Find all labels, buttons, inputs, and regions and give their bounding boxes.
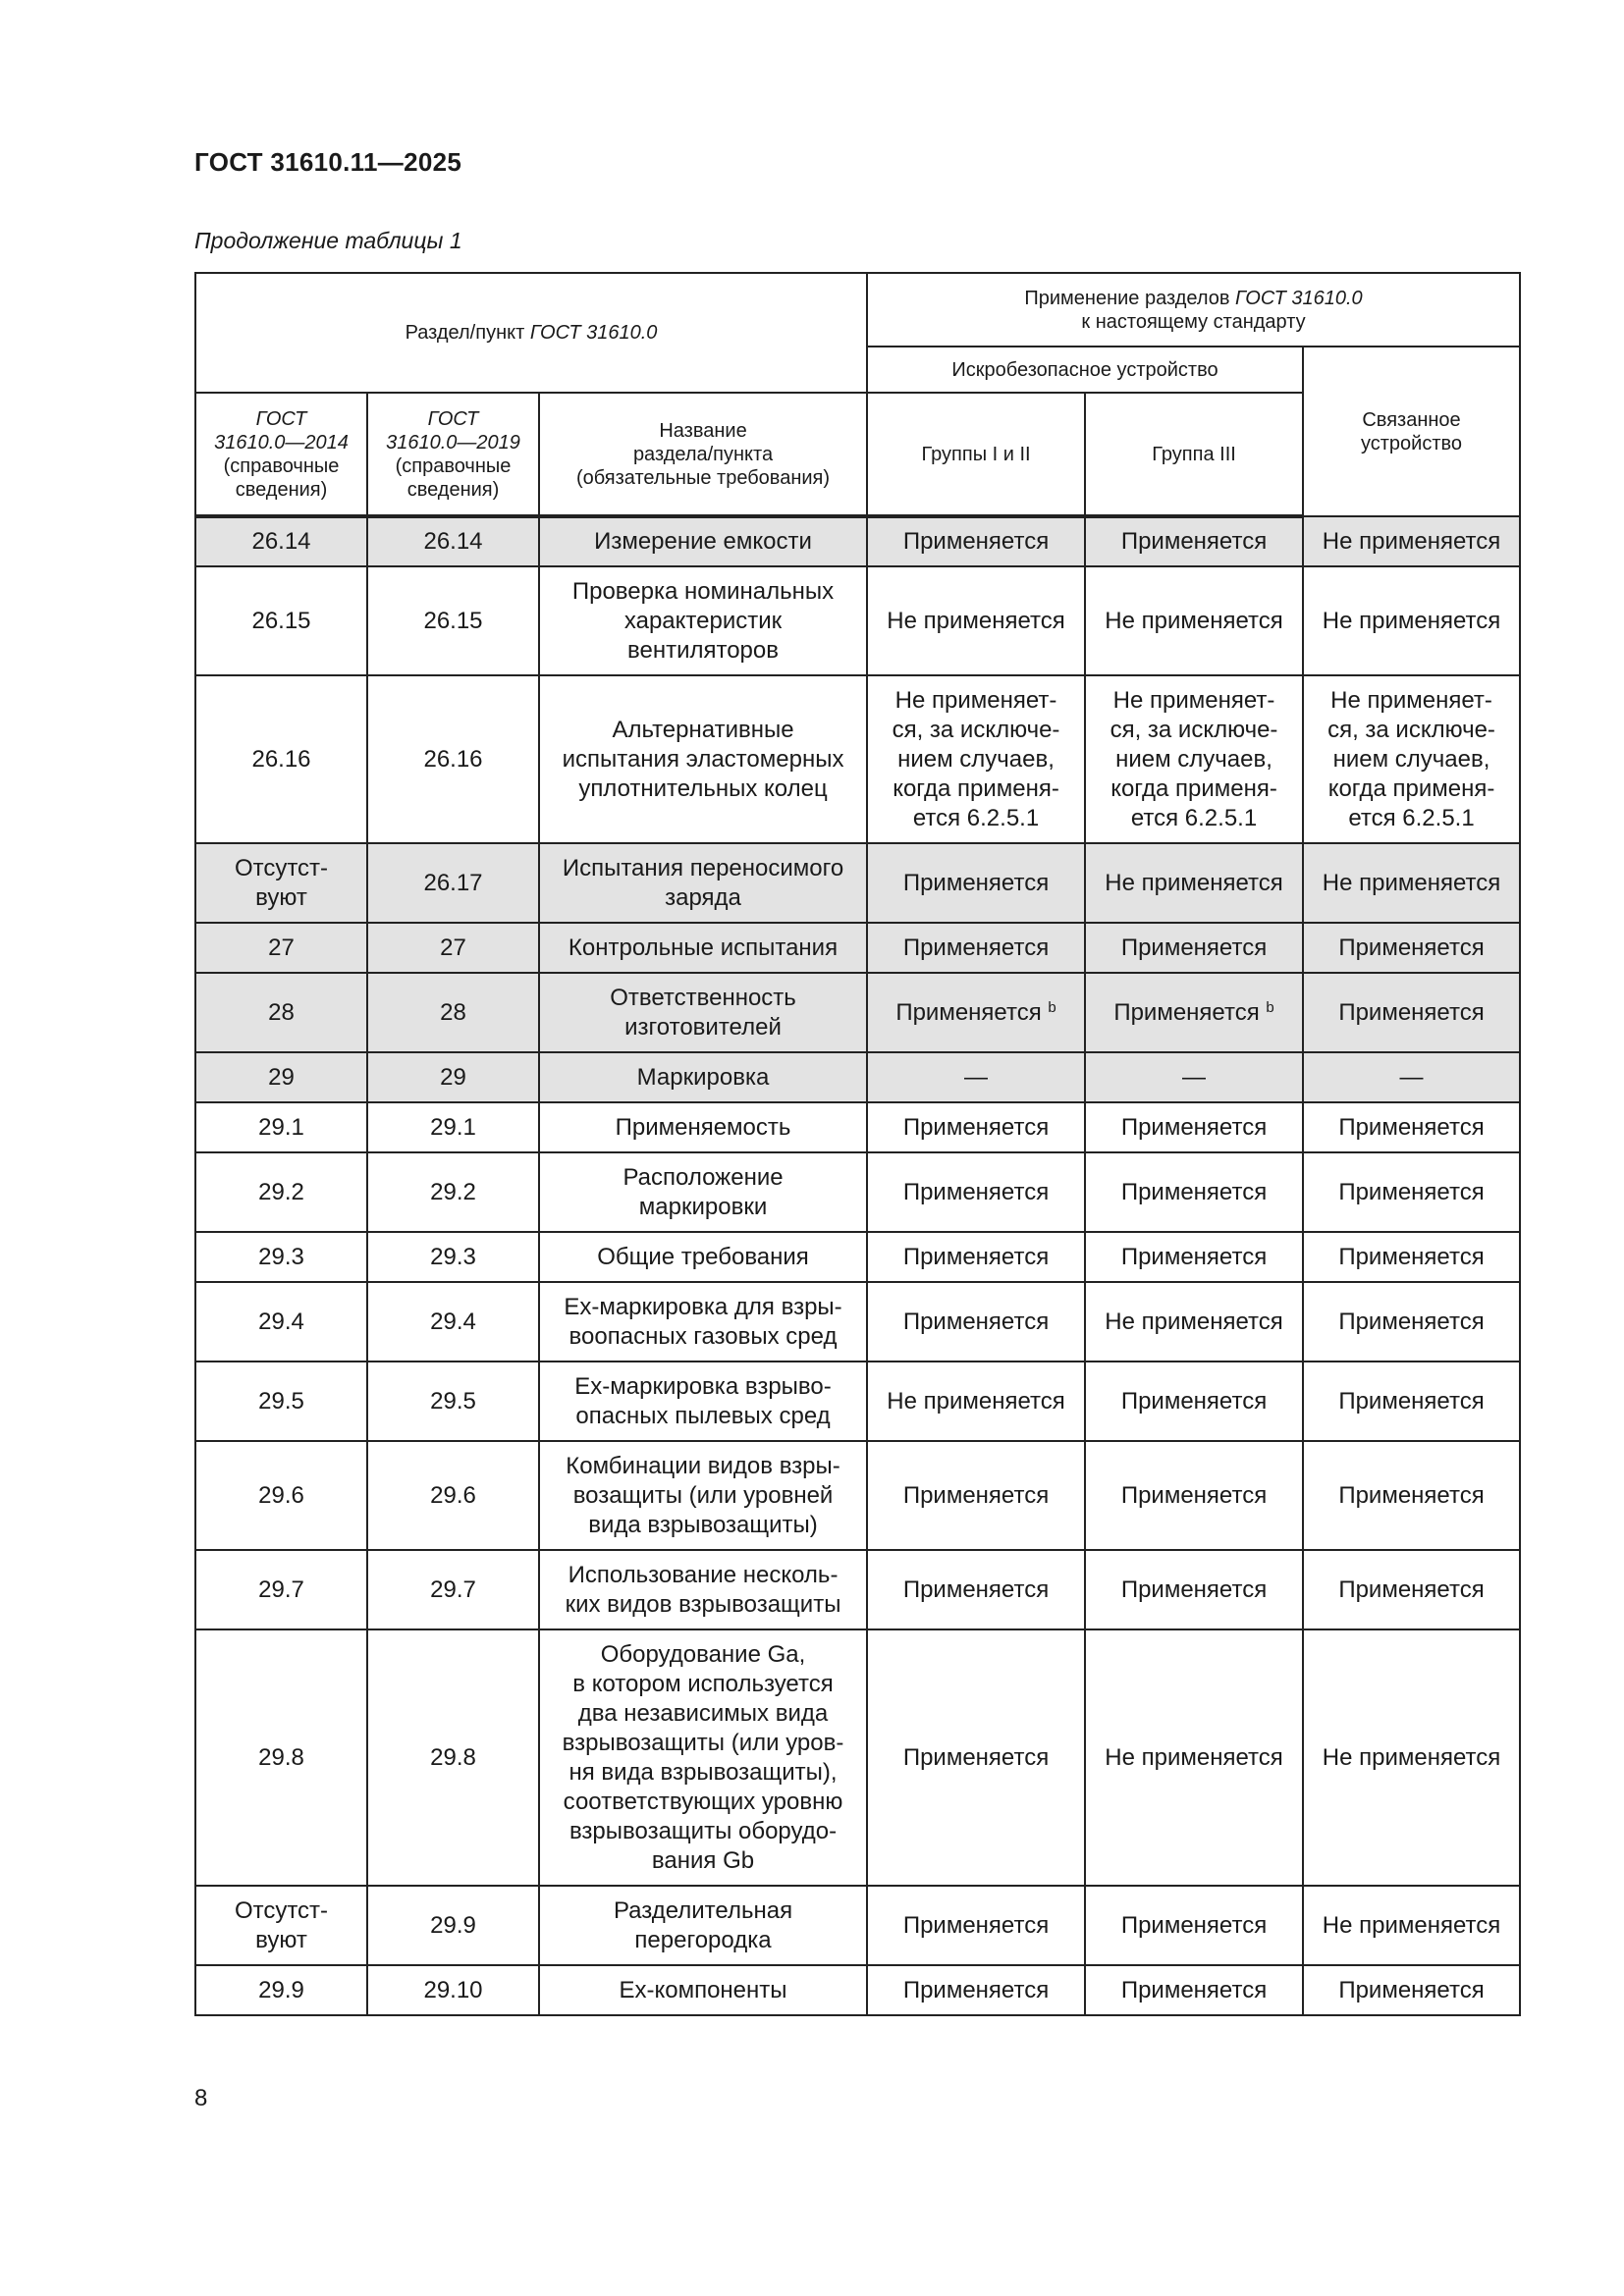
gost-2014-cell: 29.2: [195, 1152, 367, 1232]
groups-1-2-cell: Не применяется: [867, 1362, 1085, 1441]
groups-1-2-cell: Применяется: [867, 843, 1085, 923]
group-3-cell: Не применяется: [1085, 566, 1303, 675]
groups-1-2-cell: Не применяется: [867, 566, 1085, 675]
section-name-cell: Ex-компоненты: [539, 1965, 867, 2015]
group-3-cell: Применяется: [1085, 1362, 1303, 1441]
table-row: [195, 1282, 1520, 1362]
group-3-cell: Применяется: [1085, 1102, 1303, 1152]
group-3-cell: Не применяется: [1085, 1282, 1303, 1362]
gost-2019-cell: 29.6: [367, 1441, 539, 1550]
associated-device-cell: Не применяется: [1303, 1629, 1520, 1886]
gost-2014-cell: 26.16: [195, 675, 367, 843]
table-row: [195, 516, 1520, 566]
group-3-cell: Не применяется: [1085, 843, 1303, 923]
associated-device-cell: Применяется: [1303, 1441, 1520, 1550]
associated-device-header: Связанное устройство: [1303, 347, 1520, 516]
table-row: [195, 1152, 1520, 1232]
gost-2014-cell: 29.4: [195, 1282, 367, 1362]
groups-1-2-cell: Применяется: [867, 1152, 1085, 1232]
page-number: 8: [194, 2085, 208, 2111]
gost-2014-cell: 29.9: [195, 1965, 367, 2015]
application-header: Применение разделов ГОСТ 31610.0 к настоящему стандарту: [867, 273, 1520, 347]
gost-2014-cell: 26.14: [195, 516, 367, 566]
groups-1-2-cell: Применяется: [867, 1102, 1085, 1152]
table-row: [195, 1441, 1520, 1550]
gost-2019-cell: 29.3: [367, 1232, 539, 1282]
group-3-cell: Применяется: [1085, 1441, 1303, 1550]
section-name-cell: Проверка номинальных характеристик вентиляторов: [539, 566, 867, 675]
gost-2014-cell: 29.7: [195, 1550, 367, 1629]
associated-device-cell: Применяется: [1303, 1362, 1520, 1441]
groups-1-2-cell: Применяется: [867, 1282, 1085, 1362]
table-row: [195, 675, 1520, 843]
table-row: [195, 1362, 1520, 1441]
document-header-title: ГОСТ 31610.11—2025: [194, 147, 462, 177]
associated-device-cell: Применяется: [1303, 973, 1520, 1052]
gost-2014-cell: 29.3: [195, 1232, 367, 1282]
groups-1-2-cell: Применяется: [867, 1886, 1085, 1965]
group-3-cell: Не применяется: [1085, 1629, 1303, 1886]
gost-2019-cell: 29.10: [367, 1965, 539, 2015]
group-3-cell: Применяется: [1085, 1886, 1303, 1965]
group-3-cell: Применяется: [1085, 1232, 1303, 1282]
gost-2019-cell: 28: [367, 973, 539, 1052]
section-name-cell: Ex-маркировка взрыво- опасных пылевых сред: [539, 1362, 867, 1441]
associated-device-cell: Применяется: [1303, 1550, 1520, 1629]
gost-2014-cell: 29.1: [195, 1102, 367, 1152]
associated-device-cell: Применяется: [1303, 1232, 1520, 1282]
group-3-cell: —: [1085, 1052, 1303, 1102]
groups-1-2-cell: Применяется: [867, 1965, 1085, 2015]
gost-2014-header: ГОСТ 31610.0—2014 (справочные сведения): [195, 393, 367, 516]
group-3-cell: Не применяет- ся, за исключе- нием случаев, когда применя- ется 6.2.5.1: [1085, 675, 1303, 843]
groups-1-2-cell: Применяется: [867, 1550, 1085, 1629]
groups-1-2-cell: Применяется: [867, 1441, 1085, 1550]
group-3-cell: Применяется: [1085, 1550, 1303, 1629]
associated-device-cell: Применяется: [1303, 923, 1520, 973]
section-name-cell: Альтернативные испытания эластомерных уплотнительных колец: [539, 675, 867, 843]
group-3-cell: Применяется: [1085, 1965, 1303, 2015]
gost-2014-cell: Отсутст- вуют: [195, 843, 367, 923]
gost-2014-cell: 26.15: [195, 566, 367, 675]
section-header: Раздел/пункт ГОСТ 31610.0: [195, 273, 867, 393]
table-row: [195, 1052, 1520, 1102]
gost-2014-cell: 29: [195, 1052, 367, 1102]
gost-2019-cell: 26.16: [367, 675, 539, 843]
associated-device-cell: Применяется: [1303, 1965, 1520, 2015]
groups-1-2-cell: Применяется: [867, 1629, 1085, 1886]
section-name-cell: Применяемость: [539, 1102, 867, 1152]
groups-1-2-header: Группы I и II: [867, 393, 1085, 516]
gost-2019-cell: 29.1: [367, 1102, 539, 1152]
group-3-cell: Применяется $^b$: [1085, 973, 1303, 1052]
table-row: [195, 1965, 1520, 2015]
gost-2019-cell: 29.4: [367, 1282, 539, 1362]
gost-2014-cell: 27: [195, 923, 367, 973]
section-name-cell: Измерение емкости: [539, 516, 867, 566]
section-name-cell: Ex-маркировка для взры- воопасных газовых сред: [539, 1282, 867, 1362]
group-3-cell: Применяется: [1085, 1152, 1303, 1232]
gost-2019-cell: 26.15: [367, 566, 539, 675]
table-row: [195, 1102, 1520, 1152]
associated-device-cell: Не применяется: [1303, 1886, 1520, 1965]
footnote-marker: b: [1048, 998, 1056, 1016]
table-row: [195, 1550, 1520, 1629]
associated-device-cell: Не применяется: [1303, 516, 1520, 566]
groups-1-2-cell: Применяется: [867, 1232, 1085, 1282]
section-name-cell: Ответственность изготовителей: [539, 973, 867, 1052]
section-name-cell: Использование несколь- ких видов взрывозащиты: [539, 1550, 867, 1629]
footnote-marker: b: [1266, 998, 1274, 1016]
groups-1-2-cell: —: [867, 1052, 1085, 1102]
associated-device-cell: Применяется: [1303, 1152, 1520, 1232]
table-row: [195, 1232, 1520, 1282]
groups-1-2-cell: Не применяет- ся, за исключе- нием случаев, когда применя- ется 6.2.5.1: [867, 675, 1085, 843]
gost-2019-cell: 26.14: [367, 516, 539, 566]
associated-device-cell: —: [1303, 1052, 1520, 1102]
groups-1-2-cell: Применяется: [867, 516, 1085, 566]
gost-2019-cell: 29.5: [367, 1362, 539, 1441]
section-name-cell: Оборудование Ga, в котором используется два независимых вида взрывозащиты (или уров- ня вида взрывозащиты), соответствующих уровню взрывозащиты оборудо- вания Gb: [539, 1629, 867, 1886]
table-row: [195, 843, 1520, 923]
section-name-cell: Общие требования: [539, 1232, 867, 1282]
group-3-header: Группа III: [1085, 393, 1303, 516]
gost-2014-cell: Отсутст- вуют: [195, 1886, 367, 1965]
gost-2014-cell: 29.8: [195, 1629, 367, 1886]
gost-2014-cell: 29.6: [195, 1441, 367, 1550]
gost-2019-cell: 29.7: [367, 1550, 539, 1629]
intrinsic-device-header: Искробезопасное устройство: [867, 347, 1303, 393]
table-continuation-caption: Продолжение таблицы 1: [194, 228, 462, 253]
table-row: [195, 1629, 1520, 1886]
applicability-table: [194, 272, 1521, 2016]
gost-2014-cell: 28: [195, 973, 367, 1052]
gost-2019-cell: 29.2: [367, 1152, 539, 1232]
gost-2019-cell: 29.9: [367, 1886, 539, 1965]
gost-2019-cell: 27: [367, 923, 539, 973]
associated-device-cell: Применяется: [1303, 1102, 1520, 1152]
section-name-cell: Расположение маркировки: [539, 1152, 867, 1232]
associated-device-cell: Не применяет- ся, за исключе- нием случаев, когда применя- ется 6.2.5.1: [1303, 675, 1520, 843]
section-name-cell: Испытания переносимого заряда: [539, 843, 867, 923]
section-name-cell: Контрольные испытания: [539, 923, 867, 973]
section-name-cell: Маркировка: [539, 1052, 867, 1102]
gost-2014-cell: 29.5: [195, 1362, 367, 1441]
section-name-cell: Разделительная перегородка: [539, 1886, 867, 1965]
gost-2019-cell: 29.8: [367, 1629, 539, 1886]
gost-2019-header: ГОСТ 31610.0—2019 (справочные сведения): [367, 393, 539, 516]
groups-1-2-cell: Применяется: [867, 923, 1085, 973]
section-name-cell: Комбинации видов взры- возащиты (или уровней вида взрывозащиты): [539, 1441, 867, 1550]
table-row: [195, 923, 1520, 973]
table-row: [195, 566, 1520, 675]
group-3-cell: Применяется: [1085, 516, 1303, 566]
gost-2019-cell: 29: [367, 1052, 539, 1102]
associated-device-cell: Применяется: [1303, 1282, 1520, 1362]
associated-device-cell: Не применяется: [1303, 566, 1520, 675]
group-3-cell: Применяется: [1085, 923, 1303, 973]
gost-2019-cell: 26.17: [367, 843, 539, 923]
table-row: [195, 1886, 1520, 1965]
groups-1-2-cell: Применяется $^b$: [867, 973, 1085, 1052]
associated-device-cell: Не применяется: [1303, 843, 1520, 923]
section-name-header: Название раздела/пункта (обязательные требования): [539, 393, 867, 516]
table-row: [195, 973, 1520, 1052]
